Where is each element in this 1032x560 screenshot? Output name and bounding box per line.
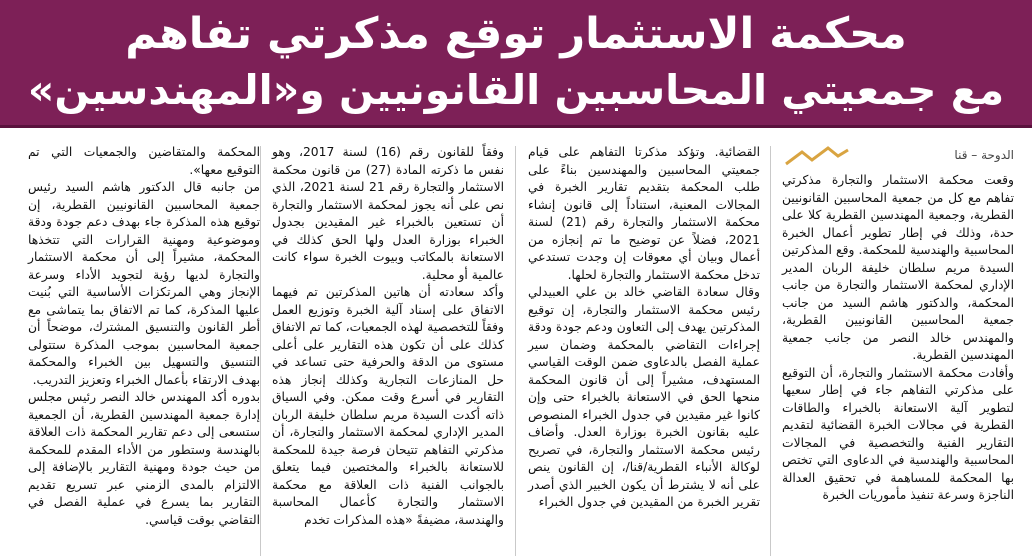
paragraph: بدوره أكد المهندس خالد النصر رئيس مجلس إدارة جمعية المهندسين القطرية، أن الجمعية ستسعى إلى دعم تقارير المحكمة ذات العلاقة بالهندسة وستطور من الأداء المقدم للمحكمة من حيث جودة ومهنية التقارير بالإضافة إلى الالتزام بالمدى الزمني عبر تسريع تقديم التقارير بما يسرع في عملية الفصل في التقاضي بوقت قياسي. [28,390,260,527]
column-divider [770,146,771,556]
paragraph: وقعت محكمة الاستثمار والتجارة مذكرتي تفاهم مع كل من جمعية المحاسبين القانونيين القطرية، وجمعية المهندسين القطرية كلا على حدة، وذلك في إطار تطوير أعمال الخبرة المحاسبية والهندسية للمحكمة. وقع المذكرتين السيدة مريم سلطان خليفة الربان المدير الإداري لمحكمة الاستثمار والتجارة من جانب المحكمة، والدكتور هاشم السيد من جانب جمعية المحاسبين القانونيين القطرية، والمهندس خالد النصر من جانب جمعية المهندسين القطرية. [782,173,1014,362]
dateline-text: الدوحة – قنا [954,148,1014,162]
column-3 [272,144,504,529]
paragraph: القضائية. وتؤكد مذكرتا التفاهم على قيام جمعيتي المحاسبين والمهندسين بناءً على طلب المحكمة بتقديم تقارير الخبرة في المجالات المعنية، استناداً إلى قانون إنشاء محكمة الاستثمار والتجارة رقم (21) لسنة 2021، فضلاً عن توضيح ما تم إنجازه من أعمال وبيان أي معوقات إن وجدت تستدعي تدخل محكمة الاستثمار والتجارة لحلها. [528,145,760,282]
column-divider [515,146,516,556]
headline-line-2: مع جمعيتي المحاسبين القانونيين و«المهندسين» [27,66,1005,114]
paragraph: وقال سعادة القاضي خالد بن علي العبيدلي رئيس محكمة الاستثمار والتجارة، إن توقيع المذكرتين يهدف إلى التعاون ودعم جودة ودقة إجراءات التقاضي بالمحكمة وضمان سير عملية الفصل بالدعاوى ضمن الوقت القياسي المستهدف، مشيراً إلى أن قانون المحكمة منحها الحق في الاستعانة بالخبراء حتى وإن كانوا غير مقيدين في جدول الخبراء المنصوص عليه بقانون الخبرة بوزارة العدل. وأضاف رئيس محكمة الاستثمار والتجارة، في تصريح لوكالة الأنباء القطرية/قنا/، إن القانون ينص على أنه لا يشترط أن يكون الخبير الذي أصدر تقرير الخبرة من المقيدين في جدول الخبراء [528,285,760,509]
paragraph: وفقاً للقانون رقم (16) لسنة 2017، وهو نفس ما ذكرته المادة (27) من قانون محكمة الاستثمار والتجارة رقم 21 لسنة 2021، الذي نص على أنه يجوز لمحكمة الاستثمار والتجارة أن تستعين بالخبراء غير المقيدين بجدول الخبراء بوزارة العدل ولها الحق كذلك في الاستعانة بالمكاتب وبيوت الخبرة سواء كانت عالمية أو محلية. [272,145,505,282]
column-4 [28,144,260,529]
column-1 [782,172,1014,505]
column-2 [528,144,760,512]
column-divider [260,146,261,556]
headline [20,6,1012,118]
paragraph: وأفادت محكمة الاستثمار والتجارة، أن التوقيع على مذكرتي التفاهم جاء في إطار سعيها لتطوير آلية الاستعانة بالخبراء والطاقات القطرية في مجالات الخبرة القضائية لتقديم التقارير الفنية والتخصصية في المجالات المحاسبية والهندسية في الدعاوى التي تختص بها المحكمة للمساهمة في تحقيق العدالة الناجزة وسرعة تنفيذ مأموريات الخبرة [782,365,1014,502]
dateline-ornament-icon [782,146,852,168]
headline-line-1: محكمة الاستثمار توقع مذكرتي تفاهم [125,9,907,59]
paragraph: وأكد سعادته أن هاتين المذكرتين تم فيهما الاتفاق على إسناد آلية الخبرة وتوزيع العمل وفقاً للتخصصية لهذه الجمعيات، كما تم الاتفاق كذلك على أن تكون هذه التقارير على أعلى مستوى من الدقة والحرفية حتى تساعد في حل المنازعات التجارية وكذلك إنجاز هذه التقارير في أسرع وقت ممكن. وفي السياق ذاته أكدت السيدة مريم سلطان خليفة الربان المدير الإداري لمحكمة الاستثمار والتجارة، أن مذكرتي التفاهم تتيحان فرصة جيدة للمحكمة للاستعانة بالخبراء والمختصين فيما يتعلق بالجوانب الفنية ذات العلاقة مع محكمة الاستثمار والتجارة كأعمال المحاسبة والهندسة، مضيفةً «هذه المذكرات تخدم [272,285,504,527]
headline-banner [0,0,1032,128]
paragraph: المحكمة والمتقاضين والجمعيات التي تم التوقيع معها». [28,145,260,177]
article-body [0,134,1032,560]
paragraph: من جانبه قال الدكتور هاشم السيد رئيس جمعية المحاسبين القانونيين القطرية، إن توقيع هذه المذكرة جاء بهدف دعم جودة ودقة وموضوعية ومهنية القرارات التي تتخذها المحكمة، مشيراً إلى أن محكمة الاستثمار والتجارة لديها رؤية لتجويد الأداء وسرعة الإنجاز وهي المرتكزات الأساسية التي بُنيت عليها المذكرة، كما تم الاتفاق بما يتماشى مع أطر القانون والتنسيق المشترك، موضحاً أن جمعية المحاسبين بموجب المذكرة ستتولى التنسيق والتسهيل بين الخبراء والمحكمة بهدف الارتقاء بأعمال الخبراء وتعزيز التدريب. [28,180,260,387]
dateline [782,146,1014,168]
